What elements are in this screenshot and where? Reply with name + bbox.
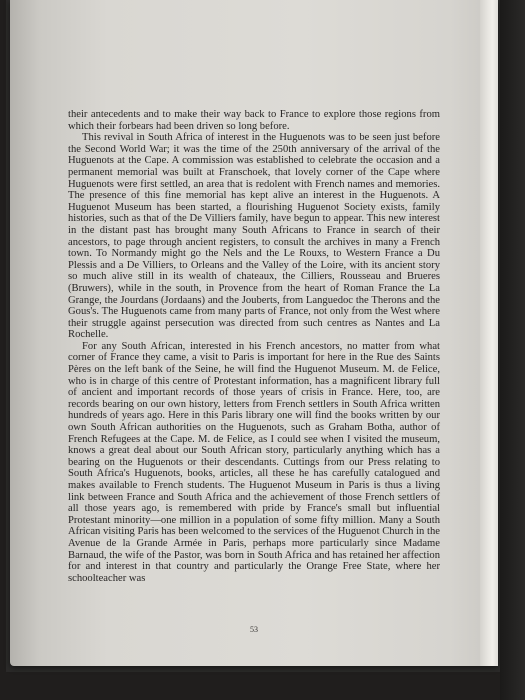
paragraph-huguenot-revival: This revival in South Africa of interest in the Huguenots was to be seen just before the Second World War; it was the time of the 250th anniversary of the arrival of the Huguenots at the Cape. A commission was established to celebrate the occasion and a permanent memorial was built at Franschoek, that lovely corner of the Cape where Huguenots were first settled, an area that is redolent with French names and memories. The presence of this fine memorial has kept alive an interest in the Huguenots. A Huguenot Museum has been started, a flourishing Huguenot Society exists, family histories, such as that of the De Villiers family, have begun to appear. This new interest in the distant past has brought many South Africans to France in search of their ancestors, to page through ancient registers, to consult the archives in many a French town. To Normandy might go the Nels and the Le Rouxs, to Western France a Du Plessis and a De Villiers, to Orleans and the Valley of the Loire, with its ancient story so much alive still in its wealth of chateaux, the Cilliers, Rousseau and Brueres (Bruwers), while in the south, in Provence from the heart of Roman France the La Grange, the Jourdans (Jordaans) and the Jouberts, from Languedoc the Therons and the Gous's. The Huguenots came from many parts of France, not only from the West where their struggle against persecution was directed from such centres as Nantes and La Rochelle. bbox=[68, 132, 440, 341]
background-strip bbox=[500, 0, 525, 700]
page-edge bbox=[480, 0, 498, 666]
paragraph-paris-museum: For any South African, interested in his French ancestors, no matter from what corner of France they came, a visit to Paris is important for here in the Rue des Saints Pères on the left bank of the Seine, he will find the Huguenot Museum. M. de Felice, who is in charge of this centre of Protestant information, has a magnificent library full of ancient and important records of those years of crisis in France. Here, too, are records bearing on our own history, letters from French settlers in South Africa written hundreds of years ago. Here in this Paris library one will find the books written by our own South African authorities on the Huguenots, such as Graham Botha, author of French Refugees at the Cape. M. de Felice, as I could see when I visited the museum, knows a great deal about our South African story, particularly anything which has a bearing on the Huguenots or their descendants. Cuttings from our Press relating to South Africa's Huguenots, books, articles, all these he has carefully catalogued and makes available to French students. The Huguenot Museum in Paris is thus a living link between France and South Africa and the achievement of those French settlers of all those years ago, is remembered with pride by France's small but influential Protestant minority—one million in a population of some fifty million. Many a South African visiting Paris has been welcomed to the services of the Huguenot Church in the Avenue de la Grande Armée in Paris, perhaps more particularly since Madame Barnaud, the wife of the Pastor, was born in South Africa and has retained her affection for and interest in that country and particularly the Orange Free State, where her schoolteacher was bbox=[68, 340, 440, 584]
body-text bbox=[68, 109, 440, 584]
paragraph-continuation: their antecedents and to make their way back to France to explore those regions from which their forbears had been driven so long before. bbox=[68, 109, 440, 132]
page-number: 53 bbox=[250, 625, 258, 634]
